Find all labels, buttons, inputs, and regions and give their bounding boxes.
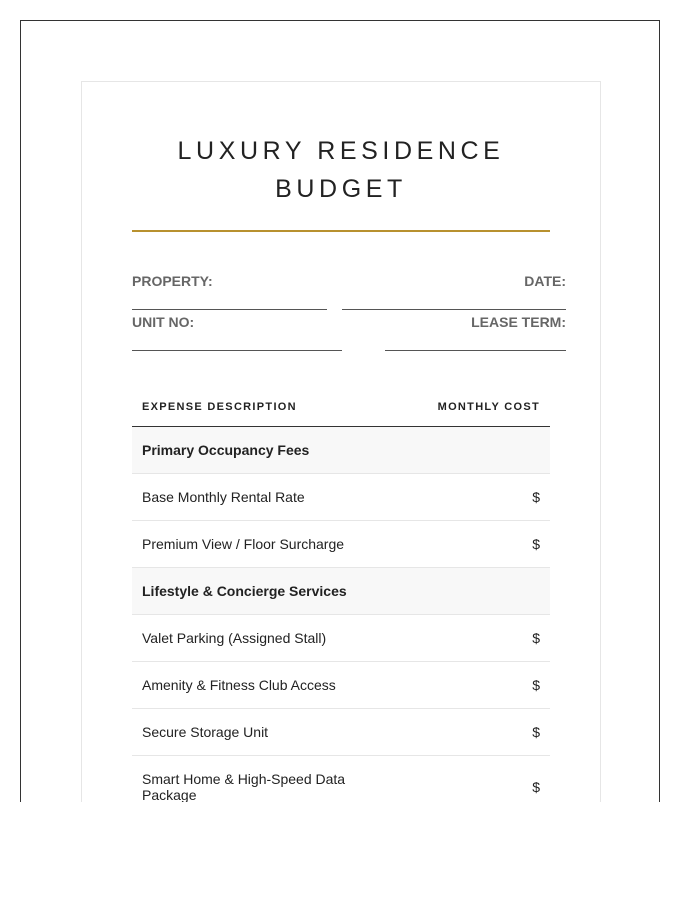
title-line-2: BUDGET [275,175,407,203]
title-divider [132,230,550,232]
section-row-lifestyle-concierge [132,568,550,615]
property-label: PROPERTY: [132,273,213,289]
section-row-primary-occupancy [132,427,550,474]
row-cost[interactable]: $ [532,677,540,693]
row-description: Primary Occupancy Fees [142,442,310,458]
table-row [132,615,550,662]
row-cost[interactable]: $ [532,630,540,646]
date-label: DATE: [524,273,566,289]
row-description: Smart Home & High-Speed Data Package [142,771,346,802]
header-expense-description: EXPENSE DESCRIPTION [142,401,297,413]
unit-number-label: UNIT NO: [132,314,195,330]
budget-sheet [81,81,601,802]
row-cost[interactable]: $ [532,536,540,552]
table-row [132,521,550,568]
title-line-1: LUXURY RESIDENCE [177,137,505,165]
expense-table [132,388,550,802]
table-header [132,388,550,427]
property-field-line[interactable] [132,309,327,310]
row-description: Lifestyle & Concierge Services [142,583,347,599]
lease-term-label: LEASE TERM: [471,314,566,330]
row-cost[interactable]: $ [532,724,540,740]
row-description: Base Monthly Rental Rate [142,489,305,505]
document-title [82,132,600,208]
table-row [132,662,550,709]
table-row [132,709,550,756]
row-description: Secure Storage Unit [142,724,269,740]
row-cost[interactable]: $ [532,779,540,795]
unit-number-field-line[interactable] [132,350,342,351]
table-row [132,474,550,521]
header-monthly-cost: MONTHLY COST [437,401,540,413]
row-description: Valet Parking (Assigned Stall) [142,630,327,646]
table-row [132,756,550,802]
lease-term-field-line[interactable] [385,350,566,351]
row-cost[interactable]: $ [532,489,540,505]
page-frame [20,20,660,802]
row-description: Premium View / Floor Surcharge [142,536,345,552]
date-field-line[interactable] [342,309,566,310]
row-description: Amenity & Fitness Club Access [142,677,336,693]
